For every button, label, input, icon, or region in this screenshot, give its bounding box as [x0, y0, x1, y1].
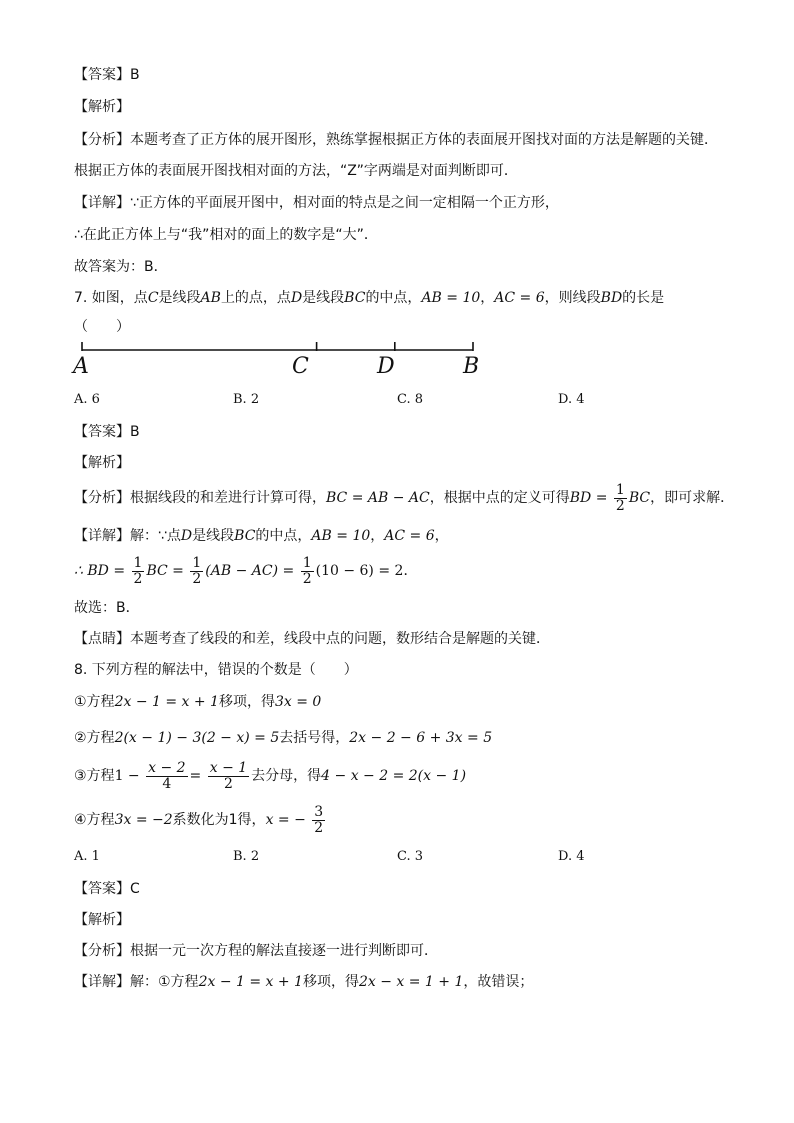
- q8-item-4: ④方程3x = −2系数化为1得，x = − $\frac{3}{2}$: [74, 803, 324, 836]
- label-a: A: [73, 354, 89, 379]
- q7-dianjing: 【点睛】本题考查了线段的和差，线段中点的问题，数形结合是解题的关键．: [74, 631, 550, 647]
- label-c: C: [292, 354, 309, 379]
- q8-stem: 8. 下列方程的解法中，错误的个数是（ ）: [74, 662, 358, 678]
- q7-option-c: C. 8: [397, 392, 424, 407]
- q8-answer: 【答案】C: [74, 881, 140, 897]
- q8-item-2: ②方程2(x − 1) − 3(2 − x) = 5去括号得，2x − 2 − 6 + 3x = 5: [74, 730, 493, 746]
- q8-option-c: C. 3: [397, 849, 424, 864]
- q7-option-b: B. 2: [233, 392, 260, 407]
- q7-final: 故选：B．: [74, 600, 140, 616]
- q7-option-d: D. 4: [558, 392, 585, 407]
- prev-xiangjie: 【详解】∵正方体的平面展开图中，相对面的特点是之间一定相隔一个正方形，: [74, 195, 559, 211]
- q7-stem: 7. 如图，点C是线段AB上的点，点D是线段BC的中点，AB = 10，AC = 6，则线段BD的长是: [74, 290, 665, 306]
- q8-xiangjie: 【详解】解：①方程2x − 1 = x + 1移项，得2x − x = 1 + 1，故错误；: [74, 974, 534, 990]
- label-d: D: [377, 354, 395, 379]
- q7-calculation: ∴ BD = $\frac{1}{2}$ BC = $\frac{1}{2}$ (AB − AC) = $\frac{1}{2}$ (10 − 6) = 2．: [74, 554, 418, 587]
- q7-fenxi: 【分析】根据线段的和差进行计算可得，BC = AB − AC，根据中点的定义可得BD = $\frac{1}{2}$ BC，即可求解．: [74, 481, 735, 514]
- prev-jiexi: 【解析】: [74, 99, 130, 115]
- prev-answer: 【答案】B: [74, 67, 140, 83]
- q8-jiexi: 【解析】: [74, 912, 130, 928]
- q7-xiangjie: 【详解】解：∵点D是线段BC的中点，AB = 10，AC = 6，: [74, 528, 449, 544]
- q8-option-b: B. 2: [233, 849, 260, 864]
- q8-option-a: A. 1: [74, 849, 100, 864]
- prev-final: 故答案为：B．: [74, 259, 168, 275]
- q8-option-d: D. 4: [558, 849, 585, 864]
- prev-fenxi: 【分析】本题考查了正方体的展开图形，熟练掌握根据正方体的表面展开图找对面的方法是解题的关键．: [74, 132, 718, 148]
- q7-answer: 【答案】B: [74, 424, 140, 440]
- q8-item-1: ①方程2x − 1 = x + 1移项，得3x = 0: [74, 694, 322, 710]
- prev-conclusion: ∴在此正方体上与“我”相对的面上的数字是“大”．: [74, 227, 378, 243]
- q8-fenxi: 【分析】根据一元一次方程的解法直接逐一进行判断即可．: [74, 943, 438, 959]
- prev-fenxi-2: 根据正方体的表面展开图找相对面的方法，“Z”字两端是对面判断即可．: [74, 163, 518, 179]
- q7-jiexi: 【解析】: [74, 455, 130, 471]
- label-b: B: [463, 354, 480, 379]
- segment-figure: [70, 338, 490, 378]
- q7-paren: （ ）: [74, 319, 130, 335]
- q7-option-a: A. 6: [74, 392, 100, 407]
- q8-item-3: ③方程1 − $\frac{x - 2}{4}$ = $\frac{x - 1}{2}$ 去分母，得4 − x − 2 = 2(x − 1): [74, 759, 467, 792]
